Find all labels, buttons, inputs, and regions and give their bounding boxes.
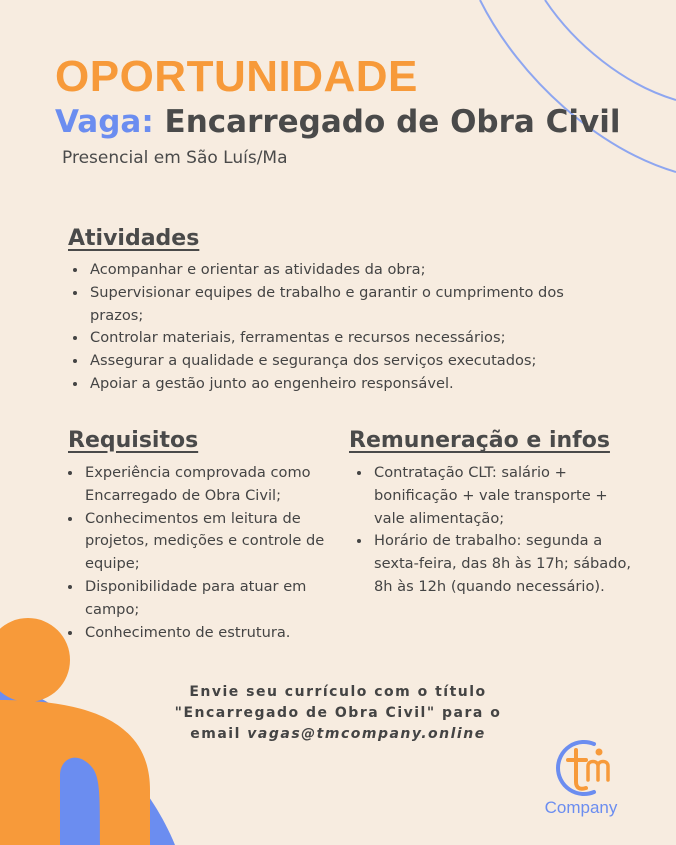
list-item: • Conhecimento de estrutura. xyxy=(83,622,343,645)
cta-email-prefix: email xyxy=(190,726,248,742)
list-item: • Acompanhar e orientar as atividades da obra; xyxy=(88,259,608,282)
job-title xyxy=(55,104,620,140)
call-to-action xyxy=(150,682,526,745)
list-item: • Experiência comprovada como Encarregado de Obra Civil; xyxy=(83,462,343,508)
list-item: • Contratação CLT: salário + bonificação + vale transporte + vale alimentação; xyxy=(372,462,634,530)
section-title-remuneracao: Remuneração e infos xyxy=(349,428,610,453)
requisitos-list xyxy=(63,462,343,644)
section-title-atividades: Atividades xyxy=(68,226,200,251)
remuneracao-list xyxy=(352,462,634,599)
atividades-list xyxy=(68,259,608,396)
logo-text: Company xyxy=(544,798,618,817)
list-item: • Assegurar a qualidade e segurança dos serviços executados; xyxy=(88,350,608,373)
headline: OPORTUNIDADE xyxy=(55,52,418,101)
bottom-left-shapes xyxy=(0,618,175,845)
blue-arc-lines xyxy=(480,0,676,172)
job-title-prefix: Vaga: xyxy=(55,104,154,140)
contact-email[interactable]: vagas@tmcompany.online xyxy=(247,726,486,742)
cta-line-2: "Encarregado de Obra Civil" para o xyxy=(174,705,502,721)
list-item: • Conhecimentos em leitura de projetos, medições e controle de equipe; xyxy=(83,508,343,576)
list-item: • Apoiar a gestão junto ao engenheiro responsável. xyxy=(88,373,608,396)
job-title-text: Encarregado de Obra Civil xyxy=(164,104,621,140)
job-location: Presencial em São Luís/Ma xyxy=(62,148,288,168)
cta-line-1: Envie seu currículo com o título xyxy=(189,684,487,700)
list-item: • Horário de trabalho: segunda a sexta-feira, das 8h às 17h; sábado, 8h às 12h (quando necessário). xyxy=(372,530,634,598)
cta-line-3 xyxy=(150,724,526,745)
list-item: • Controlar materiais, ferramentas e recursos necessários; xyxy=(88,327,608,350)
list-item: • Disponibilidade para atuar em campo; xyxy=(83,576,343,622)
list-item: • Supervisionar equipes de trabalho e garantir o cumprimento dos prazos; xyxy=(88,282,608,328)
section-title-requisitos: Requisitos xyxy=(68,428,199,453)
